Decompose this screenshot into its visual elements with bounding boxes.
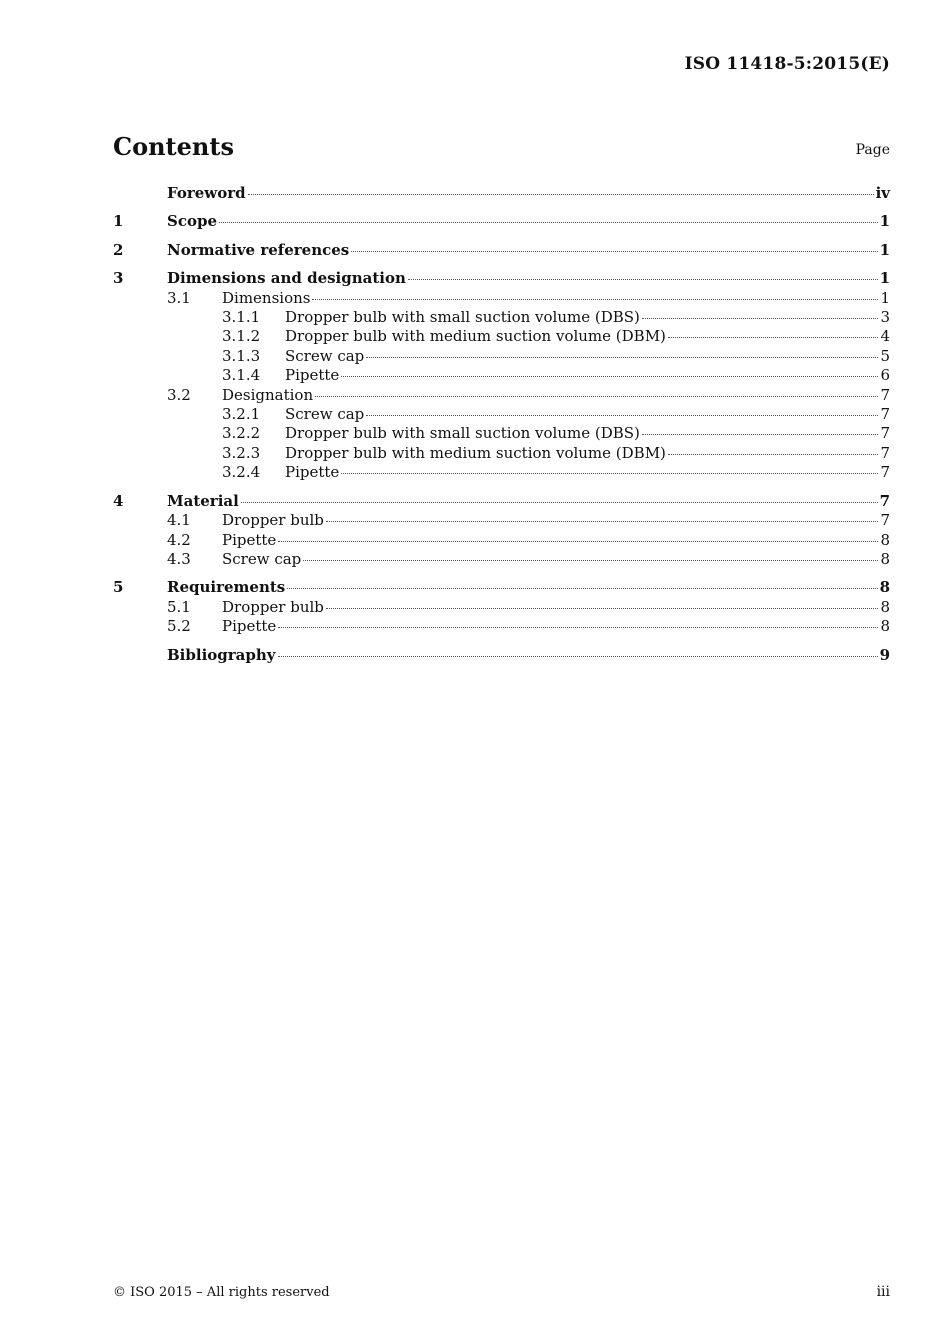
toc-entry-title: Screw cap [285,346,365,365]
toc-entry-page: 7 [880,405,890,424]
toc-entry-title: Pipette [222,530,277,549]
toc-entry-title: Pipette [285,366,340,385]
toc-dot-leader [248,193,874,195]
toc-entry-title: Bibliography [167,645,276,664]
toc-entry-number: 3.1.3 [222,346,261,365]
toc-entry-number: 5.1 [167,597,191,616]
toc-entry[interactable] [113,617,890,636]
toc-entry[interactable] [113,327,890,346]
toc-entry-page: 8 [880,617,890,636]
toc-entry-number: 4 [113,491,124,510]
toc-entry[interactable] [113,578,890,597]
toc-entry-page: 7 [880,511,890,530]
toc-entry-title: Material [167,491,239,510]
toc-dot-leader [241,501,878,503]
toc-dot-leader [668,336,879,338]
toc-entry-number: 3 [113,269,124,288]
toc-entry-number: 3.2.2 [222,424,261,443]
toc-entry-page: 1 [879,212,890,231]
toc-entry[interactable] [113,598,890,617]
toc-entry-page: 7 [879,491,890,510]
toc-dot-leader [341,472,878,474]
toc-entry-title: Pipette [222,617,277,636]
toc-dot-leader [668,453,879,455]
toc-entry-title: Dropper bulb with small suction volume (DBS) [285,308,640,327]
toc-dot-leader [312,298,878,300]
contents-heading: Contents [113,132,234,161]
toc-dot-leader [287,587,877,589]
toc-entry-number: 3.2.4 [222,463,261,482]
toc-entry-title: Dropper bulb [222,511,324,530]
toc-entry[interactable] [113,289,890,308]
toc-entry-title: Dimensions [222,288,311,307]
toc-entry-page: 7 [880,385,890,404]
page-column-label: Page [855,142,890,158]
toc-entry-title: Designation [222,385,314,404]
toc-entry-number: 3.1 [167,288,191,307]
toc-dot-leader [278,626,878,628]
toc-entry-title: Dimensions and designation [167,269,406,288]
toc-dot-leader [341,375,878,377]
toc-entry[interactable] [113,492,890,511]
toc-entry[interactable] [113,366,890,385]
toc-entry[interactable] [113,646,890,665]
toc-dot-leader [351,250,877,252]
toc-dot-leader [366,414,878,416]
toc-dot-leader [278,540,878,542]
toc-entry-title: Screw cap [285,405,365,424]
toc-dot-leader [326,520,879,522]
toc-entry[interactable] [113,241,890,260]
toc-entry-page: 8 [879,578,890,597]
toc-entry-title: Dropper bulb with small suction volume (DBS) [285,424,640,443]
toc-dot-leader [642,317,879,319]
toc-entry-page: 1 [879,269,890,288]
table-of-contents [113,184,890,665]
toc-entry-page: 8 [880,597,890,616]
toc-entry-page: 1 [880,288,890,307]
toc-entry[interactable] [113,511,890,530]
toc-entry-number: 4.2 [167,530,191,549]
toc-entry-number: 4.3 [167,549,191,568]
toc-entry[interactable] [113,386,890,405]
toc-dot-leader [642,433,879,435]
toc-entry[interactable] [113,184,890,203]
toc-dot-leader [326,607,879,609]
toc-entry-page: 7 [880,424,890,443]
toc-entry-page: 9 [879,645,890,664]
copyright-notice: © ISO 2015 – All rights reserved [113,1285,330,1300]
toc-entry-page: 4 [880,327,890,346]
page-number: iii [876,1284,890,1300]
toc-entry-page: 1 [879,240,890,259]
document-id: ISO 11418-5:2015(E) [684,54,890,74]
toc-entry-number: 4.1 [167,511,191,530]
toc-entry-title: Requirements [167,578,286,597]
toc-entry-number: 3.2.1 [222,405,261,424]
toc-entry[interactable] [113,308,890,327]
toc-entry-title: Dropper bulb with medium suction volume (DBM) [285,327,666,346]
toc-entry-title: Pipette [285,463,340,482]
toc-entry-title: Foreword [167,184,246,202]
toc-entry-page: 7 [880,443,890,462]
toc-entry-number: 5.2 [167,617,191,636]
toc-dot-leader [315,395,878,397]
toc-dot-leader [408,278,878,280]
toc-entry-number: 2 [113,240,124,259]
toc-entry-page: 5 [880,346,890,365]
toc-dot-leader [366,356,878,358]
toc-dot-leader [303,559,878,561]
toc-entry-page: 8 [880,530,890,549]
toc-entry-page: iv [875,184,890,202]
toc-entry-page: 8 [880,549,890,568]
toc-entry[interactable] [113,463,890,482]
toc-entry-title: Dropper bulb with medium suction volume (DBM) [285,443,666,462]
toc-entry[interactable] [113,531,890,550]
toc-entry[interactable] [113,424,890,443]
toc-dot-leader [278,655,878,657]
toc-entry[interactable] [113,212,890,231]
toc-entry-page: 7 [880,463,890,482]
toc-entry[interactable] [113,550,890,569]
toc-dot-leader [219,221,878,223]
toc-entry-number: 3.1.1 [222,308,261,327]
toc-entry-number: 3.2.3 [222,443,261,462]
toc-entry-number: 1 [113,212,124,231]
toc-entry[interactable] [113,444,890,463]
toc-entry[interactable] [113,269,890,288]
toc-entry-number: 3.2 [167,385,191,404]
toc-entry-title: Scope [167,212,218,231]
toc-entry-number: 3.1.2 [222,327,261,346]
toc-entry[interactable] [113,347,890,366]
toc-entry-title: Normative references [167,240,350,259]
toc-entry-title: Dropper bulb [222,597,324,616]
toc-entry-number: 3.1.4 [222,366,261,385]
toc-entry[interactable] [113,405,890,424]
toc-entry-title: Screw cap [222,549,302,568]
toc-entry-page: 3 [880,308,890,327]
toc-entry-number: 5 [113,578,124,597]
toc-entry-page: 6 [880,366,890,385]
